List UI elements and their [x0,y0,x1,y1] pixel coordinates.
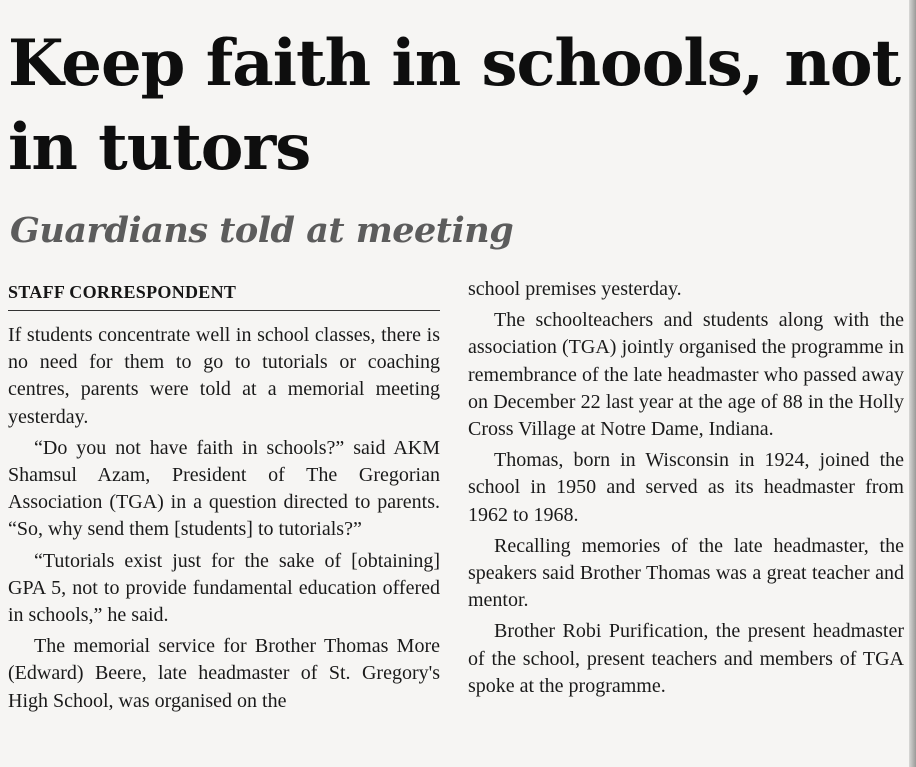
article-paragraph: Recalling memories of the late headmaster, the speakers said Brother Thomas was a great teacher and mentor. [468,534,904,612]
article-paragraph: “Do you not have faith in schools?” said AKM Shamsul Azam, President of The Gregorian Association (TGA) in a question directed to parents. “So, why send them [students] to tutorials?” [8,436,440,541]
byline [8,281,438,303]
page-edge [909,0,916,767]
article-column-left [8,322,440,719]
article-paragraph: Brother Robi Purification, the present headmaster of the school, present teachers and members of TGA spoke at the programme. [468,620,904,697]
article-paragraph: Thomas, born in Wisconsin in 1924, joined the school in 1950 and served as its headmaster from 1962 to 1968. [468,449,904,526]
article-paragraph: school premises yesterday. [468,278,682,300]
article-paragraph: The schoolteachers and students along with the association (TGA) jointly organised the programme in remembrance of the late headmaster who passed away on December 22 last year at the age of 88 in the Holly Cross Village at Notre Dame, Indiana. [468,309,904,441]
article-paragraph: The memorial service for Brother Thomas More (Edward) Beere, late headmaster of St. Gregory's High School, was organised on the [8,635,440,712]
article-paragraph: “Tutorials exist just for the sake of [obtaining] GPA 5, not to provide fundamental education offered in schools,” he said. [8,549,440,627]
byline-text: STAFF CORRESPONDENT [8,282,237,302]
headline: Keep faith in schools, not in tutors [8,26,901,185]
byline-divider [8,310,440,311]
article-column-right [468,276,904,704]
article-paragraph: If students concentrate well in school classes, there is no need for them to go to tutorials or coaching centres, parents were told at a memorial meeting yesterday. [8,324,440,428]
subheadline: Guardians told at meeting [10,210,514,251]
